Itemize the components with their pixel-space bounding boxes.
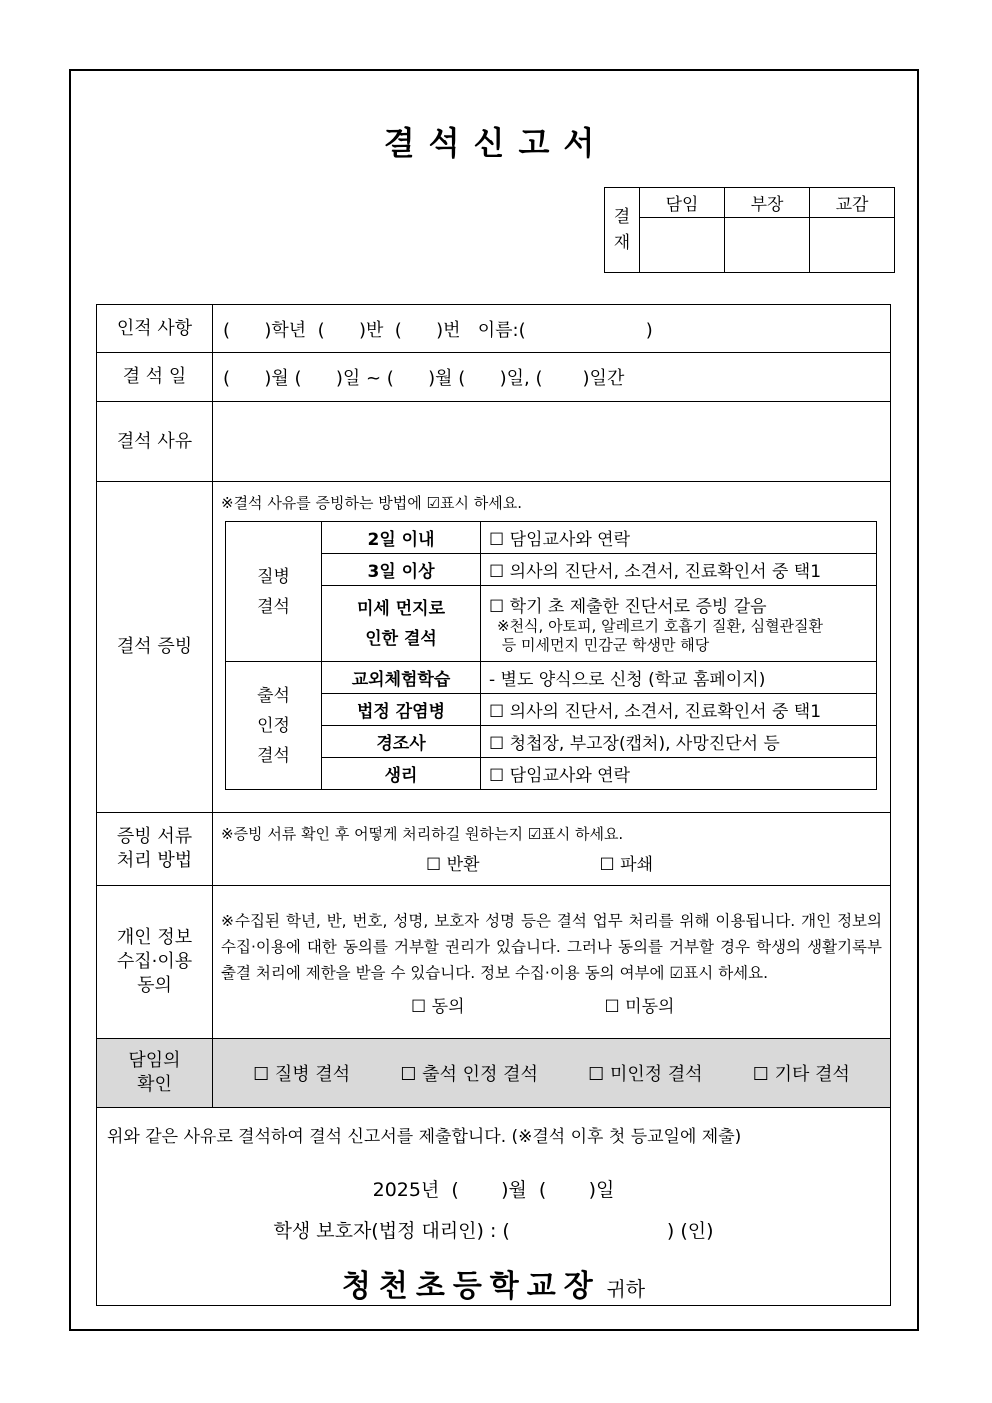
reason-field[interactable] (213, 402, 891, 482)
illness-item-desc[interactable]: ☐ 의사의 진단서, 소견서, 진료확인서 중 택1 (481, 554, 877, 586)
declaration-cell (97, 1108, 891, 1306)
privacy-text: ※수집된 학년, 반, 번호, 성명, 보호자 성명 등은 결석 업무 처리를 위해 이용됩니다. 개인 정보의 수집·이용에 대한 동의를 거부할 권리가 있습니다. 그러나 동의를 거부할 경우 학생의 생활기록부 출결 처리에 제한을 받을 수 있습니다. 정보 수집·이용 동의 여부에 ☑표시 하세요. (221, 911, 882, 982)
approval-box (604, 187, 895, 273)
teacher-check-options (214, 1060, 889, 1086)
approval-header-vice-principal: 교감 (810, 188, 895, 218)
approval-header-homeroom: 담임 (640, 188, 725, 218)
agree-checkbox[interactable]: ☐ 동의 (411, 996, 465, 1017)
illness-item-sub: 2일 이내 (322, 522, 481, 554)
teacher-check-label: 담임의 확인 (97, 1039, 213, 1108)
approval-sign-homeroom[interactable] (640, 218, 725, 273)
approval-sign-vice-principal[interactable] (810, 218, 895, 273)
attendance-item-desc[interactable]: - 별도 양식으로 신청 (학교 홈페이지) (481, 662, 877, 694)
doc-handling-cell (213, 813, 891, 886)
doc-handling-label: 증빙 서류 처리 방법 (97, 813, 213, 886)
personal-label: 인적 사항 (97, 305, 213, 353)
attendance-item-desc[interactable]: ☐ 의사의 진단서, 소견서, 진료확인서 중 택1 (481, 694, 877, 726)
illness-item-sub: 미세 먼지로 인한 결석 (322, 586, 481, 662)
other-absence-checkbox[interactable]: ☐ 기타 결석 (752, 1064, 850, 1085)
absence-date-field[interactable]: ( )월 ( )일 ~ ( )월 ( )일, ( )일간 (213, 353, 891, 402)
attendance-item-desc[interactable]: ☐ 청첩장, 부고장(캡처), 사망진단서 등 (481, 726, 877, 758)
recipient-suffix: 귀하 (606, 1277, 646, 1301)
disagree-checkbox[interactable]: ☐ 미동의 (604, 996, 675, 1017)
approved-absence-checkbox[interactable]: ☐ 출석 인정 결석 (400, 1064, 538, 1085)
teacher-check-cell (213, 1039, 891, 1108)
privacy-options (213, 992, 890, 1017)
attendance-item-sub: 경조사 (322, 726, 481, 758)
attendance-item-desc[interactable]: ☐ 담임교사와 연락 (481, 758, 877, 790)
privacy-label: 개인 정보 수집·이용 동의 (97, 886, 213, 1039)
illness-category: 질병 결석 (226, 522, 322, 662)
doc-handling-note: ※증빙 서류 확인 후 어떻게 처리하길 원하는지 ☑표시 하세요. (221, 825, 624, 843)
approval-header-head: 부장 (725, 188, 810, 218)
illness-absence-checkbox[interactable]: ☐ 질병 결석 (253, 1064, 351, 1085)
attendance-category: 출석 인정 결석 (226, 662, 322, 790)
proof-cell (213, 482, 891, 813)
illness-item-desc[interactable]: ☐ 학기 초 제출한 진단서로 증빙 갈음 (489, 597, 767, 617)
reason-label: 결석 사유 (97, 402, 213, 482)
proof-note: ※결석 사유를 증빙하는 방법에 ☑표시 하세요. (221, 494, 522, 512)
proof-methods-table (225, 521, 877, 790)
shred-checkbox[interactable]: ☐ 파쇄 (599, 855, 653, 875)
recipient-line (107, 1261, 880, 1305)
form-title: 결석신고서 (383, 124, 609, 162)
illness-item-desc-cell (481, 586, 877, 662)
approval-sign-head[interactable] (725, 218, 810, 273)
illness-item-desc[interactable]: ☐ 담임교사와 연락 (481, 522, 877, 554)
declaration-statement: 위와 같은 사유로 결석하여 결석 신고서를 제출합니다. (※결석 이후 첫 등교일에 제출) (107, 1127, 742, 1147)
approval-label: 결 재 (605, 188, 640, 273)
guardian-signature[interactable]: 학생 보호자(법정 대리인) : ( ) (인) (273, 1220, 714, 1242)
absence-form-table (96, 304, 891, 1306)
school-principal: 청천초등학교장 (341, 1269, 601, 1304)
doc-handling-options (221, 850, 882, 875)
submission-date[interactable]: 2025년 ( )월 ( )일 (372, 1179, 615, 1201)
attendance-item-sub: 교외체험학습 (322, 662, 481, 694)
absence-date-label: 결 석 일 (97, 353, 213, 402)
proof-label: 결석 증빙 (97, 482, 213, 813)
illness-item-sub: 3일 이상 (322, 554, 481, 586)
personal-field[interactable]: ( )학년 ( )반 ( )번 이름:( ) (213, 305, 891, 353)
unapproved-absence-checkbox[interactable]: ☐ 미인정 결석 (588, 1064, 703, 1085)
attendance-item-sub: 법정 감염병 (322, 694, 481, 726)
return-checkbox[interactable]: ☐ 반환 (426, 855, 480, 875)
privacy-cell (213, 886, 891, 1039)
illness-item-note: ※천식, 아토피, 알레르기 호흡기 질환, 심혈관질환 등 미세먼지 민감군 학생만 해당 (497, 617, 824, 654)
attendance-item-sub: 생리 (322, 758, 481, 790)
